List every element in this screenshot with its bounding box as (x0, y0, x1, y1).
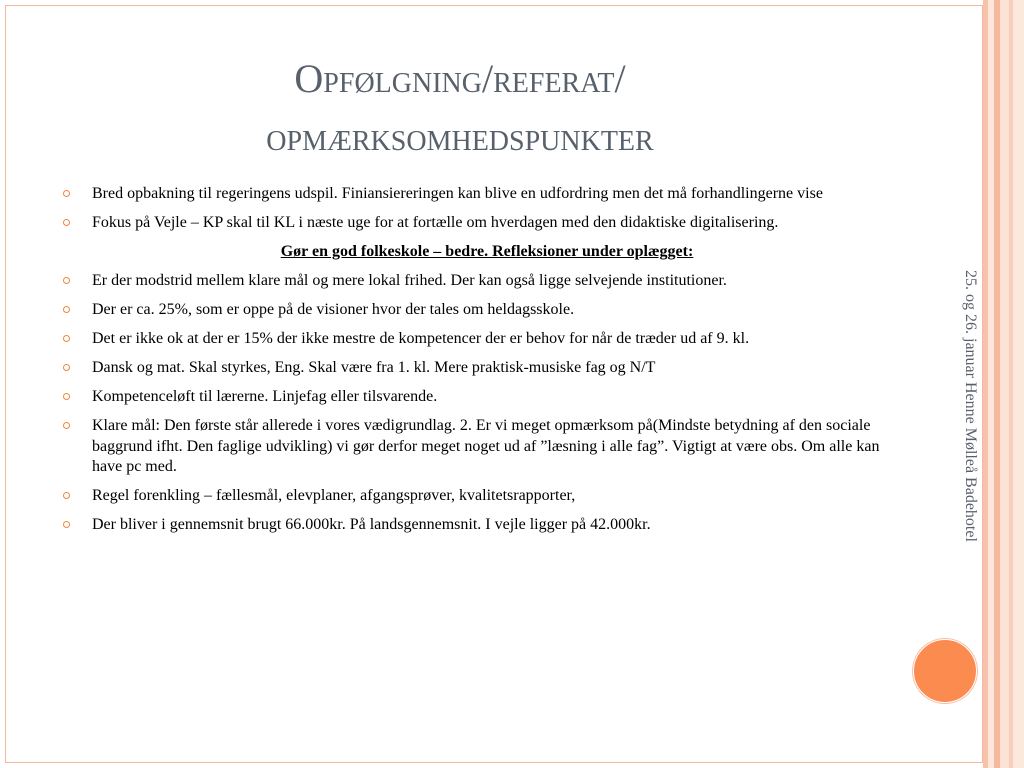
vertical-footer-text: 25. og 26. januar Henne Mølleå Badehotel (962, 270, 979, 542)
bullet-text: Der er ca. 25%, som er oppe på de visioner hvor der tales om heldagsskole. (92, 301, 575, 318)
bullet-icon (63, 521, 70, 528)
bullet-icon (63, 277, 70, 284)
bullet-text: Bred opbakning til regeringens udspil. Finiansiereringen kan blive en udfordring men det må forhandlingerne vise (92, 185, 823, 202)
decorative-circle (913, 639, 977, 703)
bullet-text: Kompetenceløft til lærerne. Linjefag eller tilsvarende. (92, 388, 438, 405)
slide-content (62, 184, 882, 544)
bullet-item (62, 329, 882, 350)
bullet-text: Regel forenkling – fællesmål, elevplaner, afgangsprøver, kvalitetsrapporter, (92, 487, 576, 504)
bullet-icon (63, 335, 70, 342)
bullet-item (62, 416, 882, 478)
bullet-item (62, 213, 882, 234)
bullet-icon (63, 190, 70, 197)
bullet-item (62, 300, 882, 321)
bullet-icon (63, 492, 70, 499)
bullet-text: Dansk og mat. Skal styrkes, Eng. Skal være fra 1. kl. Mere praktisk-musiske fag og N/T (92, 359, 656, 376)
bullet-text: Der bliver i gennemsnit brugt 66.000kr. På landsgennemsnit. I vejle ligger på 42.000kr. (92, 516, 651, 533)
section-heading: Gør en god folkeskole – bedre. Refleksioner under oplægget: (280, 243, 694, 260)
bullet-text: Fokus på Vejle – KP skal til KL i næste uge for at fortælle om hverdagen med den didaktiske digitalisering. (92, 214, 779, 231)
bullet-icon (63, 364, 70, 371)
bullet-icon (63, 306, 70, 313)
bullet-item (62, 184, 882, 205)
bullet-item (62, 515, 882, 536)
decorative-stripes (983, 0, 1024, 768)
slide-title (30, 50, 890, 166)
bullet-icon (63, 422, 70, 429)
title-line-2: opmærksomhedspunkter (266, 114, 654, 159)
bullet-icon (63, 393, 70, 400)
bullet-item (62, 486, 882, 507)
bullet-icon (63, 219, 70, 226)
bullet-item (62, 271, 882, 292)
bullet-text: Klare mål: Den første står allerede i vores vædigrundlag. 2. Er vi meget opmærksom på(Mindste betydning af den sociale baggrund ifht. Den faglige udvikling) vi gør derfor meget noget ud af ”læsning i alle fag”. Vigtigt at være obs. Om alle kan have pc med. (92, 417, 880, 475)
bullet-item (62, 358, 882, 379)
bullet-item (62, 387, 882, 408)
bullet-text: Er der modstrid mellem klare mål og mere lokal frihed. Der kan også ligge selvejende institutioner. (92, 272, 727, 289)
bullet-text: Det er ikke ok at der er 15% der ikke mestre de kompetencer der er behov for når de træder ud af 9. kl. (92, 330, 750, 347)
title-line-1: Opfølgning/referat/ (294, 56, 626, 101)
